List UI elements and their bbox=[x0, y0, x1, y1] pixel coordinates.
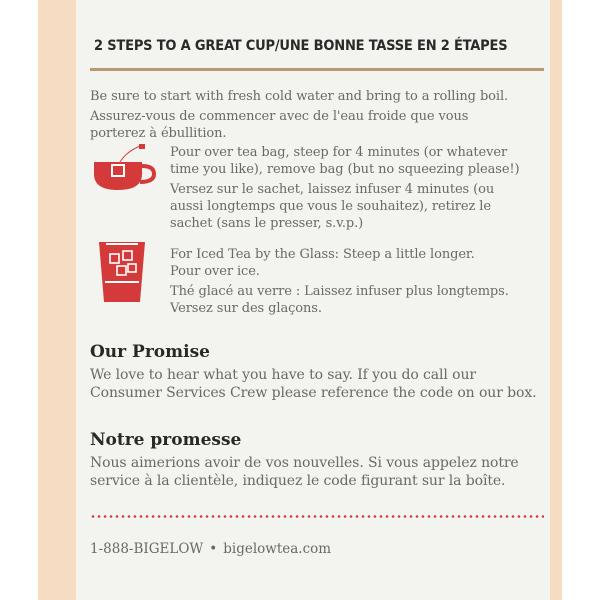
iced-tea-glass-icon bbox=[96, 238, 148, 308]
step-hot-en: Pour over tea bag, steep for 4 minutes (or whatever time you like), remove bag (but no squeezing please!) bbox=[170, 145, 520, 177]
step-iced-en: For Iced Tea by the Glass: Steep a little longer. Pour over ice. bbox=[170, 247, 475, 279]
intro-text bbox=[90, 88, 548, 145]
dotted-divider bbox=[90, 515, 544, 518]
promise-text: We love to hear what you have to say. If you do call our Consumer Services Crew please reference the code on our box. bbox=[90, 367, 537, 401]
intro-en: Be sure to start with fresh cold water and bring to a rolling boil. bbox=[90, 89, 509, 104]
title-rule bbox=[90, 68, 544, 71]
promesse-heading: Notre promesse bbox=[90, 430, 242, 450]
promise-heading: Our Promise bbox=[90, 342, 210, 362]
hot-tea-cup-icon bbox=[90, 144, 160, 198]
footer-separator: • bbox=[209, 541, 218, 557]
step-hot-tea bbox=[170, 144, 550, 235]
step-iced-tea bbox=[170, 246, 550, 320]
step-hot-fr: Versez sur le sachet, laissez infuser 4 minutes (ou aussi longtemps que vous le souhaitez), retirez le sachet (sans le presser, s.v.p.) bbox=[170, 182, 495, 231]
intro-fr: Assurez-vous de commencer avec de l'eau froide que vous porterez à ébullition. bbox=[90, 109, 469, 141]
step-iced-fr: Thé glacé au verre : Laissez infuser plus longtemps. Versez sur des glaçons. bbox=[170, 284, 509, 316]
page-title: 2 STEPS TO A GREAT CUP/UNE BONNE TASSE EN 2 ÉTAPES bbox=[94, 38, 508, 54]
phone-number: 1-888-BIGELOW bbox=[90, 541, 204, 557]
promesse-text: Nous aimerions avoir de vos nouvelles. Si vous appelez notre service à la clientèle, indiquez le code figurant sur la boîte. bbox=[90, 455, 519, 489]
contact-footer bbox=[90, 541, 331, 557]
website-link: bigelowtea.com bbox=[223, 541, 332, 557]
